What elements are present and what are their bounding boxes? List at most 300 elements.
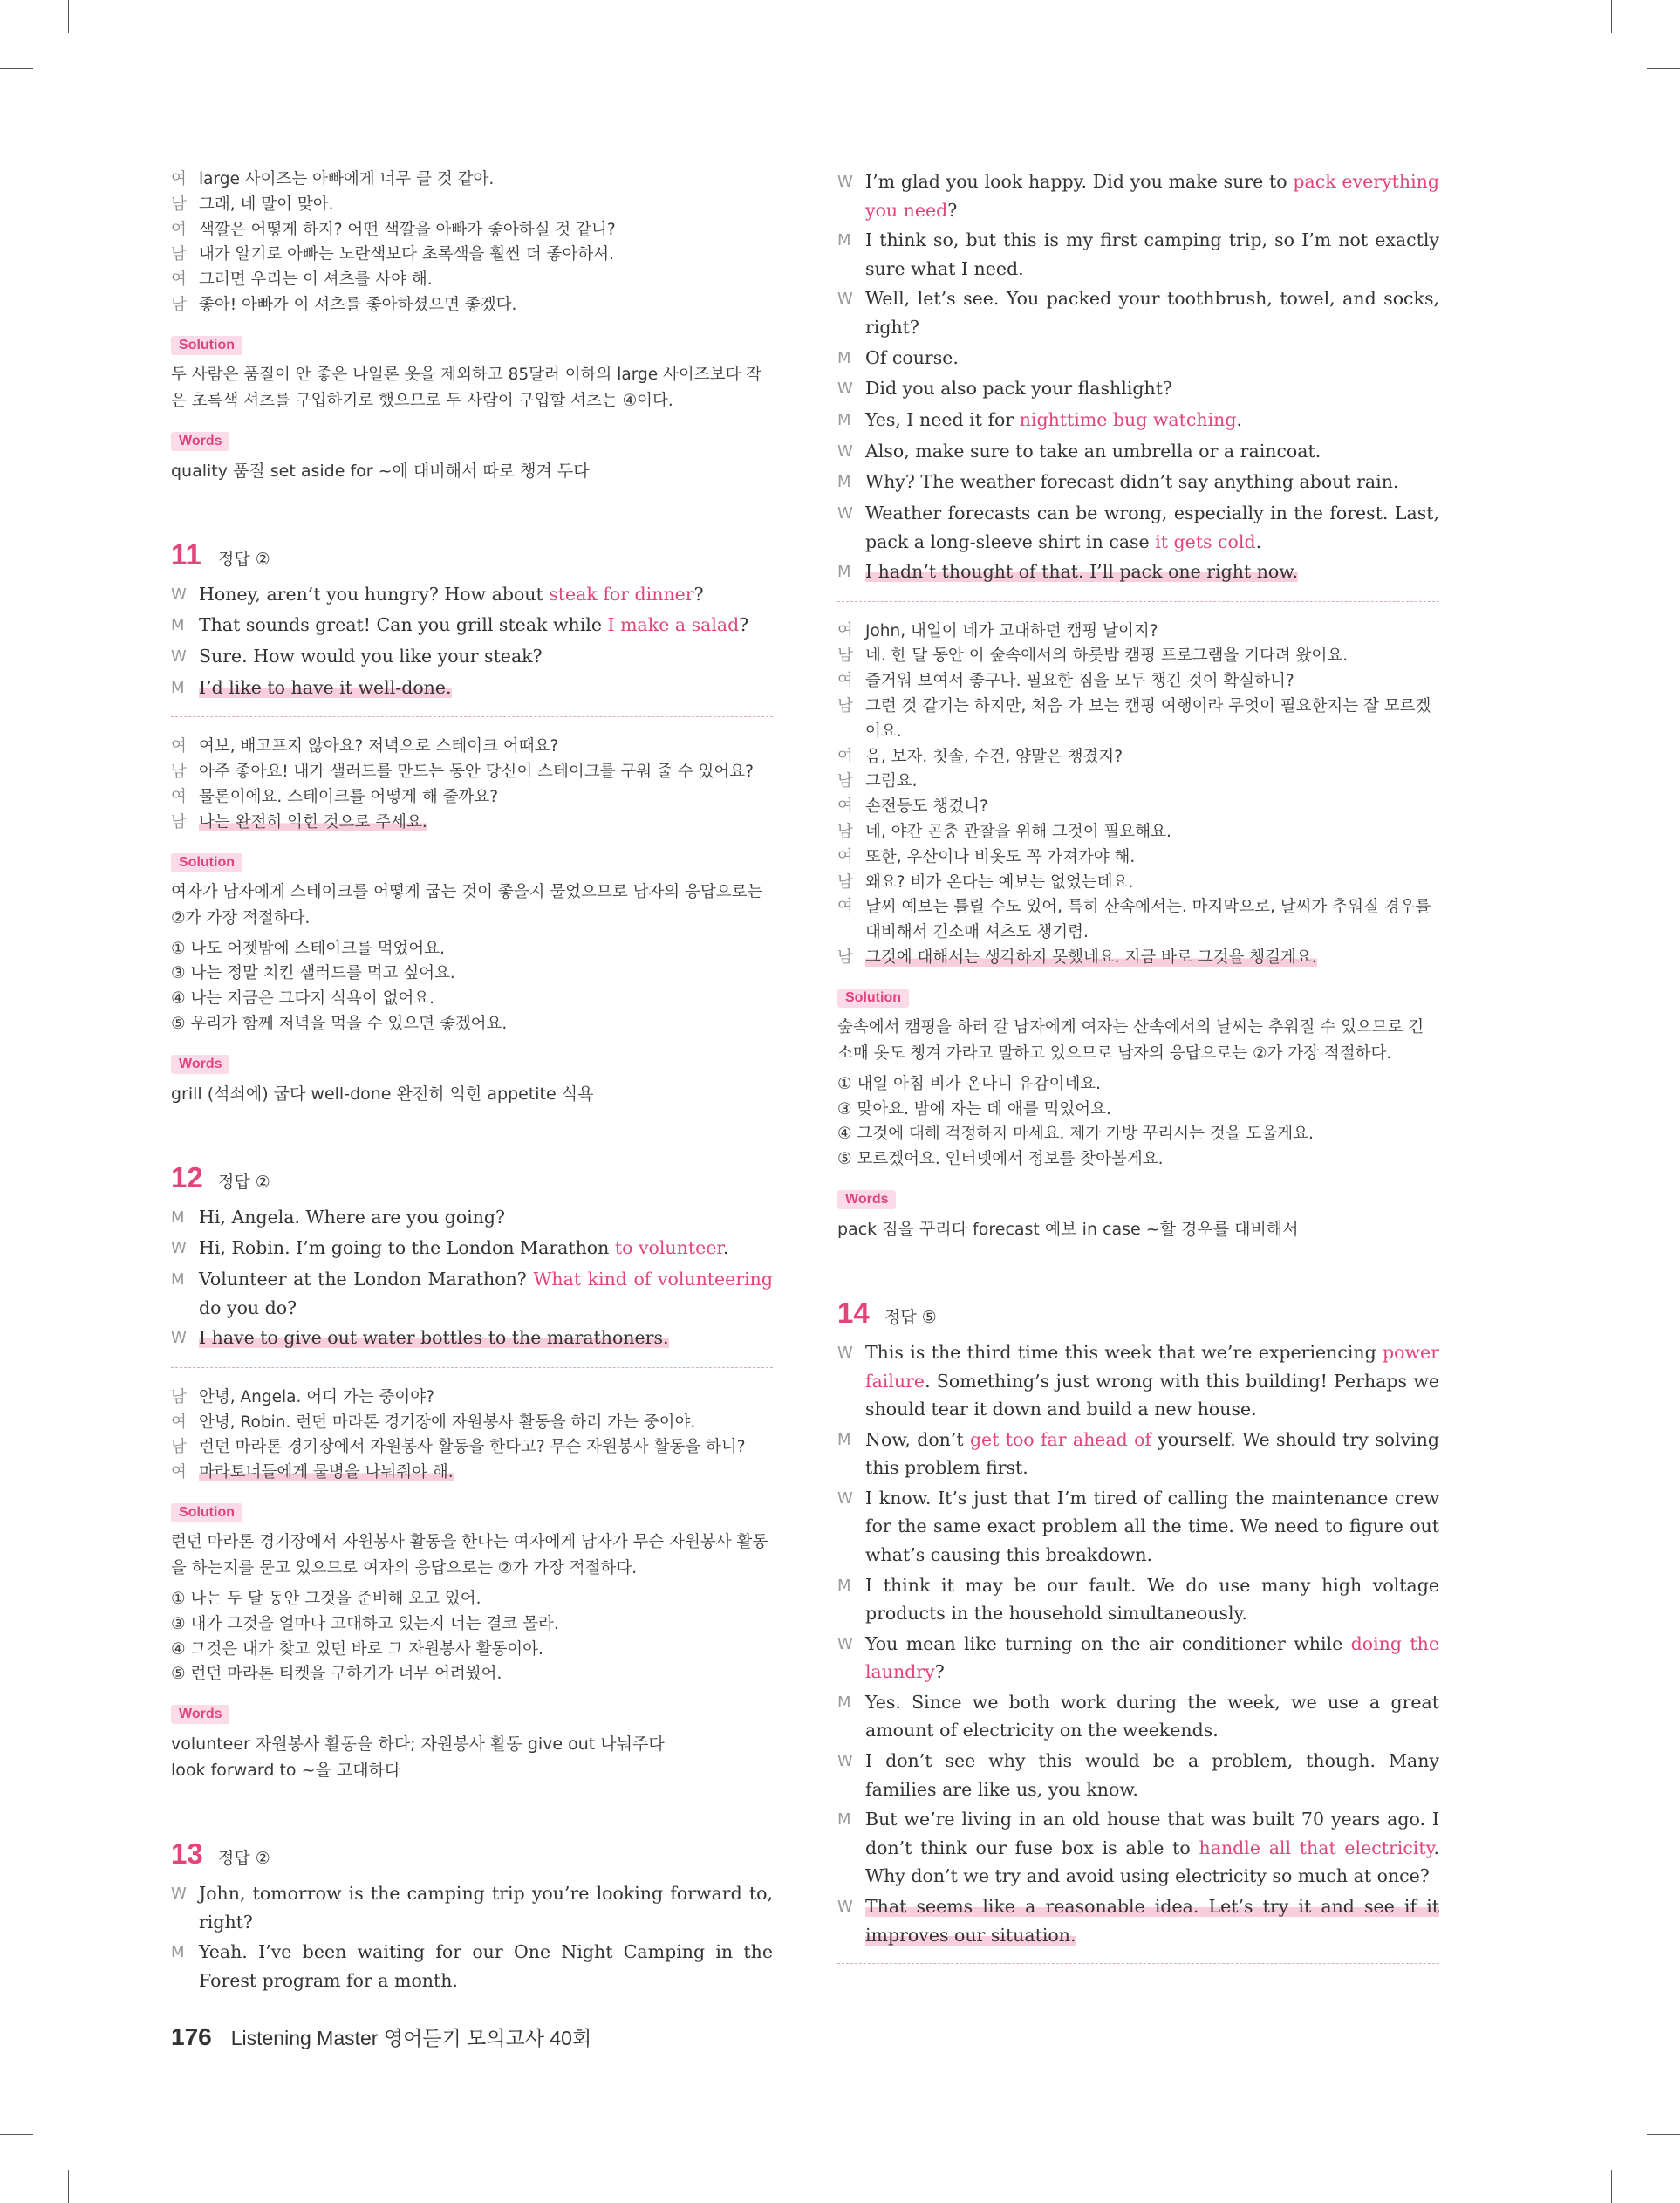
words-text: volunteer 자원봉사 활동을 하다; 자원봉사 활동 give out 나눠주다 bbox=[171, 1734, 665, 1755]
translation-text bbox=[199, 193, 773, 218]
translation-text bbox=[865, 895, 1439, 946]
dialogue-line bbox=[837, 226, 1439, 283]
answer-highlight: That seems like a reasonable idea. Let’s try it and see if it improves our situation. bbox=[865, 1896, 1439, 1946]
dialogue-text bbox=[199, 1324, 773, 1353]
key-phrase: to volunteer bbox=[614, 1237, 723, 1259]
key-phrase: handle all that electricity bbox=[1199, 1837, 1434, 1858]
key-phrase: it gets cold bbox=[1155, 530, 1256, 552]
speaker-label: M bbox=[837, 563, 851, 582]
crop-mark bbox=[1611, 0, 1612, 33]
question-number: 12 bbox=[171, 1160, 203, 1194]
dialogue-text bbox=[865, 499, 1439, 556]
translation-text bbox=[199, 218, 773, 243]
dialogue-line bbox=[837, 284, 1439, 341]
left-column bbox=[171, 168, 773, 1997]
speaker-label: W bbox=[171, 1329, 187, 1348]
solution-badge: Solution bbox=[171, 853, 242, 872]
dialogue-text-part: . bbox=[1255, 530, 1262, 552]
speaker-label: 남 bbox=[837, 697, 853, 716]
dialogue-line bbox=[837, 374, 1439, 404]
answer-options bbox=[837, 1072, 1439, 1173]
answer-highlight: I hadn’t thought of that. I’ll pack one right now. bbox=[865, 561, 1298, 583]
dialogue-text-part: ? bbox=[693, 583, 704, 605]
translation-text bbox=[865, 770, 1439, 795]
dialogue-text bbox=[865, 168, 1439, 224]
option-item: ③ 나는 정말 치킨 샐러드를 먹고 싶어요. bbox=[171, 964, 455, 983]
speaker-label: W bbox=[837, 1634, 853, 1653]
speaker-label: W bbox=[837, 441, 853, 461]
key-phrase: nighttime bug watching bbox=[1019, 408, 1237, 430]
option-item: ④ 그것은 내가 찾고 있던 바로 그 자원봉사 활동이야. bbox=[171, 1639, 543, 1659]
dialogue-text-part: But we’re living in an old house that was built 70 years ago. I don’t think our fuse box is able to bbox=[865, 1809, 1439, 1858]
crop-mark bbox=[68, 0, 69, 33]
dialogue-text-part: Did you also pack your flashlight? bbox=[865, 378, 1172, 400]
dialogue-text bbox=[199, 1265, 773, 1322]
korean-translation bbox=[171, 168, 773, 318]
speaker-label: M bbox=[837, 348, 851, 367]
dialogue-line bbox=[837, 1338, 1439, 1424]
question-header bbox=[171, 1161, 773, 1194]
dialogue-line bbox=[837, 1892, 1439, 1949]
translation-text bbox=[865, 694, 1439, 745]
translation-text-part: 그러면 우리는 이 셔츠를 사야 해. bbox=[199, 270, 433, 290]
translation-text-part: 좋아! 아빠가 이 셔츠를 좋아하셨으면 좋겠다. bbox=[199, 295, 517, 314]
translation-text bbox=[865, 871, 1439, 896]
key-phrase: power failure bbox=[865, 1342, 1439, 1392]
speaker-label: M bbox=[171, 1943, 185, 1962]
dialogue-text-part: Volunteer at the London Marathon? bbox=[199, 1269, 534, 1290]
dialogue-text-part: Yeah. I’ve been waiting for our One Night Camping in the Forest program for a month. bbox=[199, 1941, 773, 1991]
translation-line bbox=[837, 644, 1439, 669]
speaker-label: W bbox=[837, 504, 853, 523]
dialogue-text bbox=[865, 1426, 1439, 1482]
option-item: ① 내일 아침 비가 온다니 유감이네요. bbox=[837, 1074, 1102, 1093]
dialogue-text bbox=[199, 1879, 773, 1936]
solution-badge: Solution bbox=[171, 336, 242, 355]
speaker-label: 여 bbox=[837, 672, 853, 691]
dialogue-text-part: ? bbox=[934, 1661, 945, 1683]
translation-line bbox=[171, 811, 773, 836]
translation-text-part: 음, 보자. 칫솔, 수건, 양말은 챙겼지? bbox=[865, 747, 1123, 766]
dialogue-line bbox=[837, 168, 1439, 224]
translation-text bbox=[199, 1435, 773, 1461]
crop-mark bbox=[1647, 2134, 1680, 2135]
speaker-label: 여 bbox=[171, 1463, 187, 1482]
translation-text bbox=[199, 168, 773, 193]
dialogue-text bbox=[199, 1234, 773, 1263]
dialogue-text bbox=[199, 1203, 773, 1233]
dialogue-line bbox=[837, 1688, 1439, 1745]
speaker-label: 남 bbox=[837, 823, 853, 842]
translation-line bbox=[171, 1411, 773, 1436]
crop-mark bbox=[0, 2134, 33, 2135]
speaker-label: 남 bbox=[837, 948, 853, 968]
option-item: ⑤ 모르겠어요. 인터넷에서 정보를 찾아볼게요. bbox=[837, 1150, 1164, 1169]
translation-text-part: 또한, 우산이나 비옷도 꼭 가져가야 해. bbox=[865, 847, 1136, 866]
question-12 bbox=[171, 1161, 773, 1783]
speaker-label: 여 bbox=[171, 737, 187, 756]
dialogue-text-part: Yes. Since we both work during the week, we use a great amount of electricity on the weekends. bbox=[865, 1691, 1439, 1741]
translation-text bbox=[199, 1411, 773, 1436]
speaker-label: 여 bbox=[171, 1413, 187, 1432]
dialogue-text bbox=[199, 642, 773, 672]
crop-mark bbox=[1611, 2170, 1612, 2203]
translation-line bbox=[837, 619, 1439, 645]
dialogue-text bbox=[199, 1938, 773, 1994]
translation-line bbox=[171, 193, 773, 218]
speaker-label: 여 bbox=[837, 847, 853, 866]
translation-text-part: John, 내일이 네가 고대하던 캠핑 날이지? bbox=[865, 621, 1158, 640]
translation-line bbox=[171, 293, 773, 318]
book-title: Listening Master 영어듣기 모의고사 40회 bbox=[230, 2027, 592, 2049]
solution-text: 여자가 남자에게 스테이크를 어떻게 굽는 것이 좋을지 물었으므로 남자의 응답으로는 ②가 가장 적절하다. bbox=[171, 882, 763, 927]
speaker-label: 여 bbox=[171, 170, 187, 188]
answer-highlight: 마라토너들에게 물병을 나눠줘야 해. bbox=[199, 1463, 454, 1482]
translation-line bbox=[171, 1385, 773, 1411]
speaker-label: M bbox=[837, 1693, 851, 1712]
speaker-label: 여 bbox=[837, 898, 853, 917]
dialogue-text-part: Why? The weather forecast didn’t say anything about rain. bbox=[865, 471, 1399, 493]
speaker-label: W bbox=[171, 1239, 187, 1258]
question-number: 11 bbox=[171, 537, 201, 571]
dialogue-text bbox=[865, 406, 1439, 435]
solution-text: 두 사람은 품질이 안 좋은 나일론 옷을 제외하고 85달러 이하의 large 사이즈보다 작은 초록색 셔츠를 구입하기로 했으므로 두 사람이 구입할 셔츠는 ④이다. bbox=[171, 365, 762, 410]
dialogue-text bbox=[865, 468, 1439, 497]
dashed-divider bbox=[837, 1963, 1439, 1964]
dialogue-line bbox=[171, 1938, 773, 1994]
option-item: ④ 그것에 대해 걱정하지 마세요. 제가 가방 꾸리시는 것을 도울게요. bbox=[837, 1125, 1314, 1144]
translation-text bbox=[865, 795, 1439, 820]
speaker-label: 남 bbox=[171, 812, 187, 831]
answer-highlight: 그것에 대해서는 생각하지 못했네요. 지금 바로 그것을 챙길게요. bbox=[865, 948, 1317, 968]
dialogue-text-part: This is the third time this week that we’re experiencing bbox=[865, 1342, 1383, 1364]
key-phrase: doing the laundry bbox=[865, 1632, 1439, 1683]
speaker-label: M bbox=[837, 1810, 851, 1830]
translation-text bbox=[199, 1461, 773, 1486]
speaker-label: 여 bbox=[171, 270, 187, 290]
speaker-label: W bbox=[171, 585, 187, 604]
dialogue-text-part: Now, don’t bbox=[865, 1428, 970, 1450]
dialogue-text bbox=[865, 284, 1439, 341]
dialogue-text-part: I think it may be our fault. We do use many high voltage products in the household simultaneously. bbox=[865, 1574, 1439, 1625]
speaker-label: 여 bbox=[171, 787, 187, 806]
dialogue-text-part: I’m glad you look happy. Did you make sure to bbox=[865, 171, 1294, 192]
dialogue-text-part: Sure. How would you like your steak? bbox=[199, 646, 543, 667]
translation-text-part: 네. 한 달 동안 이 숲속에서의 하룻밤 캠핑 프로그램을 기다려 왔어요. bbox=[865, 647, 1349, 666]
translation-line bbox=[171, 1461, 773, 1486]
right-column bbox=[837, 168, 1439, 1981]
translation-line bbox=[171, 760, 773, 785]
dialogue-text bbox=[865, 1630, 1439, 1686]
dialogue-line bbox=[171, 642, 773, 672]
translation-text bbox=[199, 268, 773, 293]
dialogue-text bbox=[865, 1805, 1439, 1891]
page-number: 176 bbox=[171, 2023, 212, 2050]
option-item: ④ 나는 지금은 그다지 식욕이 없어요. bbox=[171, 989, 435, 1009]
dialogue-line bbox=[171, 611, 773, 640]
dialogue-text-part: That sounds great! Can you grill steak while bbox=[199, 614, 608, 636]
dialogue-line bbox=[837, 1805, 1439, 1891]
translation-text-part: 안녕, Robin. 런던 마라톤 경기장에 자원봉사 활동을 하러 가는 중이야. bbox=[199, 1413, 696, 1432]
speaker-label: M bbox=[837, 473, 851, 492]
speaker-label: 남 bbox=[837, 647, 853, 666]
dialogue-text bbox=[199, 674, 773, 703]
words-text: pack 짐을 꾸리다 forecast 예보 in case ~할 경우를 대비해서 bbox=[837, 1220, 1299, 1240]
dialogue-line bbox=[837, 1747, 1439, 1803]
answer-label: 정답 ② bbox=[218, 1849, 270, 1869]
translation-line bbox=[837, 820, 1439, 845]
dashed-divider bbox=[837, 601, 1439, 602]
translation-text-part: 왜요? 비가 온다는 예보는 없었는데요. bbox=[865, 872, 1134, 892]
key-phrase: What kind of volunteering bbox=[533, 1269, 773, 1290]
dashed-divider bbox=[171, 716, 773, 717]
dialogue-text bbox=[865, 1892, 1439, 1949]
speaker-label: W bbox=[837, 1752, 853, 1771]
dialogue-line bbox=[171, 1879, 773, 1936]
translation-text bbox=[865, 619, 1439, 645]
question-number: 13 bbox=[171, 1837, 203, 1871]
translation-text-part: 여보, 배고프지 않아요? 저녁으로 스테이크 어때요? bbox=[199, 737, 559, 756]
speaker-label: W bbox=[837, 1898, 853, 1917]
dialogue-text bbox=[199, 580, 773, 610]
speaker-label: W bbox=[837, 1488, 853, 1508]
words-badge: Words bbox=[171, 1705, 229, 1724]
answer-highlight: 나는 완전히 익힌 것으로 주세요. bbox=[199, 812, 427, 831]
speaker-label: W bbox=[171, 647, 187, 667]
translation-text bbox=[199, 1385, 773, 1411]
speaker-label: 남 bbox=[171, 295, 187, 314]
key-phrase: steak for dinner bbox=[549, 583, 694, 605]
dialogue-text-part: Yes, I need it for bbox=[865, 408, 1020, 430]
option-item: ⑤ 런던 마라톤 티켓을 구하기가 너무 어려웠어. bbox=[171, 1665, 502, 1684]
translation-text-part: 그럼요. bbox=[865, 772, 918, 791]
dialogue-line bbox=[171, 674, 773, 703]
translation-text bbox=[865, 820, 1439, 845]
dialogue-text-part: You mean like turning on the air conditioner while bbox=[865, 1632, 1351, 1654]
dialogue-line bbox=[171, 1324, 773, 1353]
translation-text-part: 색깔은 어떻게 하지? 어떤 색깔을 아빠가 좋아하실 것 같니? bbox=[199, 220, 616, 239]
translation-text-part: 즐거워 보여서 좋구나. 필요한 짐을 모두 챙긴 것이 확실하니? bbox=[865, 672, 1294, 691]
words-badge: Words bbox=[837, 1190, 896, 1209]
speaker-label: M bbox=[837, 410, 851, 429]
translation-text-part: 그런 것 같기는 하지만, 처음 가 보는 캠핑 여행이라 무엇이 필요한지는 잘 모르겠어요. bbox=[865, 697, 1431, 741]
translation-text bbox=[865, 669, 1439, 694]
dialogue-line bbox=[837, 1630, 1439, 1686]
dialogue-text-part: . bbox=[722, 1237, 729, 1259]
translation-text bbox=[199, 243, 773, 268]
words-badge: Words bbox=[171, 432, 229, 451]
dialogue-text-part: . Why don’t we try and avoid using electricity so much at once? bbox=[865, 1837, 1439, 1887]
dialogue-text bbox=[865, 1571, 1439, 1628]
key-phrase: get too far ahead of bbox=[969, 1428, 1151, 1450]
speaker-label: W bbox=[837, 290, 853, 309]
dialogue-line bbox=[837, 468, 1439, 497]
translation-text-part: 아주 좋아요! 내가 샐러드를 만드는 동안 당신이 스테이크를 구워 줄 수 있어요? bbox=[199, 763, 754, 782]
dialogue-line bbox=[171, 1265, 773, 1322]
page-footer bbox=[171, 2022, 591, 2051]
key-phrase: pack everything you need bbox=[865, 171, 1439, 221]
question-11 bbox=[171, 538, 773, 1107]
dialogue-line bbox=[837, 406, 1439, 435]
question-number: 14 bbox=[837, 1296, 870, 1330]
translation-line bbox=[171, 785, 773, 811]
translation-line bbox=[837, 669, 1439, 694]
dialogue-text bbox=[199, 611, 773, 640]
translation-text bbox=[865, 644, 1439, 669]
question-header bbox=[171, 538, 773, 571]
dialogue-text-part: ? bbox=[739, 614, 749, 636]
translation-line bbox=[837, 770, 1439, 795]
dialogue-line bbox=[837, 437, 1439, 467]
dialogue-text bbox=[865, 226, 1439, 283]
question-header bbox=[837, 1296, 1439, 1330]
dialogue-line bbox=[837, 1426, 1439, 1482]
solution-text: 런던 마라톤 경기장에서 자원봉사 활동을 한다는 여자에게 남자가 무슨 자원봉사 활동을 하는지를 묻고 있으므로 여자의 응답으로는 ②가 가장 적절하다. bbox=[171, 1532, 768, 1577]
words-text: look forward to ~을 고대하다 bbox=[171, 1761, 401, 1781]
crop-mark bbox=[1647, 68, 1680, 69]
option-item: ⑤ 우리가 함께 저녁을 먹을 수 있으면 좋겠어요. bbox=[171, 1014, 508, 1033]
option-item: ③ 내가 그것을 얼마나 고대하고 있는지 너는 결코 몰라. bbox=[171, 1614, 559, 1633]
dialogue-text-part: Of course. bbox=[865, 346, 959, 368]
dialogue-text-part: I know. It’s just that I’m tired of calling the maintenance crew for the same exact problem all the time. We need to figure out what’s causing this breakdown. bbox=[865, 1487, 1439, 1565]
translation-line bbox=[171, 735, 773, 760]
option-item: ③ 맞아요. 밤에 자는 데 애를 먹었어요. bbox=[837, 1099, 1111, 1119]
translation-line bbox=[171, 168, 773, 193]
dialogue-text-part: I don’t see why this would be a problem, though. Many families are like us, you know. bbox=[865, 1750, 1439, 1800]
dialogue-line bbox=[837, 558, 1439, 587]
translation-text-part: 물론이에요. 스테이크를 어떻게 해 줄까요? bbox=[199, 787, 499, 806]
translation-text-part: 그래, 네 말이 맞아. bbox=[199, 195, 334, 214]
translation-text-part: 안녕, Angela. 어디 가는 중이야? bbox=[199, 1387, 434, 1406]
dialogue-text-part: ? bbox=[947, 199, 958, 221]
speaker-label: M bbox=[171, 678, 185, 697]
dialogue-line bbox=[171, 1203, 773, 1233]
translation-text bbox=[199, 785, 773, 811]
dialogue-text bbox=[865, 344, 1439, 373]
translation-text-part: 손전등도 챙겼니? bbox=[865, 797, 988, 817]
translation-text bbox=[865, 745, 1439, 770]
translation-text bbox=[199, 293, 773, 318]
dialogue-text-part: I think so, but this is my first camping trip, so I’m not exactly sure what I need. bbox=[865, 229, 1439, 279]
speaker-label: 남 bbox=[171, 1387, 187, 1406]
translation-text-part: 런던 마라톤 경기장에서 자원봉사 활동을 한다고? 무슨 자원봉사 활동을 하니? bbox=[199, 1438, 746, 1457]
answer-label: 정답 ⑤ bbox=[884, 1308, 937, 1328]
answer-highlight: I’d like to have it well-done. bbox=[199, 676, 452, 698]
dialogue-line bbox=[171, 1234, 773, 1263]
translation-line bbox=[837, 895, 1439, 946]
dialogue-text-part: Honey, aren’t you hungry? How about bbox=[199, 583, 550, 605]
dialogue-text bbox=[865, 558, 1439, 587]
translation-text bbox=[199, 735, 773, 760]
dialogue-text-part: Well, let’s see. You packed your toothbrush, towel, and socks, right? bbox=[865, 288, 1439, 338]
translation-line bbox=[837, 745, 1439, 770]
answer-options bbox=[171, 937, 773, 1037]
translation-text-part: 날씨 예보는 틀릴 수도 있어, 특히 산속에서는. 마지막으로, 날씨가 추워질 경우를 대비해서 긴소매 셔츠도 챙기렴. bbox=[865, 898, 1431, 942]
solution-badge: Solution bbox=[171, 1503, 242, 1522]
speaker-label: 여 bbox=[837, 621, 853, 640]
translation-line bbox=[171, 1435, 773, 1461]
speaker-label: W bbox=[171, 1885, 187, 1904]
translation-line bbox=[171, 243, 773, 268]
speaker-label: 남 bbox=[171, 1438, 187, 1457]
solution-text: 숲속에서 캠핑을 하러 갈 남자에게 여자는 산속에서의 날씨는 추워질 수 있으므로 긴소매 옷도 챙겨 가라고 말하고 있으므로 남자의 응답으로는 ②가 가장 적절하다. bbox=[837, 1017, 1424, 1063]
dialogue-text-part: do you do? bbox=[199, 1296, 297, 1318]
dialogue-line bbox=[837, 1484, 1439, 1570]
dialogue-text-part: Also, make sure to take an umbrella or a raincoat. bbox=[865, 440, 1321, 462]
dialogue-text bbox=[865, 1747, 1439, 1803]
translation-text bbox=[199, 811, 773, 836]
translation-text-part: large 사이즈는 아빠에게 너무 클 것 같아. bbox=[199, 170, 495, 188]
speaker-label: 남 bbox=[171, 763, 187, 782]
answer-label: 정답 ② bbox=[218, 1172, 270, 1192]
translation-line bbox=[171, 268, 773, 293]
translation-line bbox=[837, 845, 1439, 871]
question-13 bbox=[171, 1837, 773, 1994]
speaker-label: 여 bbox=[171, 220, 187, 239]
translation-text bbox=[199, 760, 773, 785]
translation-text-part: 내가 알기로 아빠는 노란색보다 초록색을 훨씬 더 좋아하셔. bbox=[199, 245, 614, 264]
translation-text bbox=[865, 845, 1439, 871]
dashed-divider bbox=[171, 1367, 773, 1368]
translation-text-part: 네, 야간 곤충 관찰을 위해 그것이 필요해요. bbox=[865, 823, 1171, 842]
speaker-label: M bbox=[171, 616, 185, 635]
speaker-label: 여 bbox=[837, 797, 853, 817]
dialogue-text bbox=[865, 437, 1439, 467]
translation-text bbox=[865, 946, 1439, 971]
speaker-label: 남 bbox=[837, 772, 853, 791]
question-13-continued bbox=[837, 168, 1439, 1242]
answer-label: 정답 ② bbox=[218, 549, 270, 569]
speaker-label: M bbox=[837, 1576, 851, 1595]
speaker-label: 남 bbox=[171, 195, 187, 214]
dialogue-text bbox=[865, 1484, 1439, 1570]
dialogue-text bbox=[865, 1688, 1439, 1745]
words-text: grill (석쇠에) 굽다 well-done 완전히 익힌 appetite 식욕 bbox=[171, 1084, 594, 1104]
crop-mark bbox=[68, 2170, 69, 2203]
speaker-label: 남 bbox=[837, 872, 853, 892]
speaker-label: M bbox=[837, 231, 851, 250]
dialogue-text-part: Hi, Angela. Where are you going? bbox=[199, 1206, 506, 1228]
answer-options bbox=[171, 1587, 773, 1687]
solution-badge: Solution bbox=[837, 989, 909, 1008]
translation-line bbox=[171, 218, 773, 243]
speaker-label: W bbox=[837, 1344, 853, 1363]
dialogue-text bbox=[865, 374, 1439, 404]
question-header bbox=[171, 1837, 773, 1871]
translation-line bbox=[837, 946, 1439, 971]
question-14 bbox=[837, 1296, 1439, 1964]
dialogue-line bbox=[837, 344, 1439, 373]
speaker-label: M bbox=[837, 1430, 851, 1449]
option-item: ① 나는 두 달 동안 그것을 준비해 오고 있어. bbox=[171, 1589, 481, 1608]
option-item: ① 나도 어젯밤에 스테이크를 먹었어요. bbox=[171, 939, 446, 958]
answer-highlight: I have to give out water bottles to the marathoners. bbox=[199, 1327, 669, 1349]
key-phrase: I make a salad bbox=[607, 614, 740, 636]
speaker-label: W bbox=[837, 173, 853, 191]
translation-line bbox=[837, 871, 1439, 896]
speaker-label: 남 bbox=[171, 245, 187, 264]
speaker-label: M bbox=[171, 1208, 185, 1227]
speaker-label: W bbox=[837, 380, 853, 399]
dialogue-text-part: Weather forecasts can be wrong, especially in the forest. Last, pack a long-sleeve shirt in case bbox=[865, 503, 1439, 552]
translation-line bbox=[837, 694, 1439, 745]
dialogue-line bbox=[837, 499, 1439, 556]
translation-line bbox=[837, 795, 1439, 820]
dialogue-text bbox=[865, 1338, 1439, 1424]
crop-mark bbox=[0, 68, 33, 69]
dialogue-text-part: John, tomorrow is the camping trip you’re looking forward to, right? bbox=[199, 1883, 773, 1933]
speaker-label: 여 bbox=[837, 747, 853, 766]
